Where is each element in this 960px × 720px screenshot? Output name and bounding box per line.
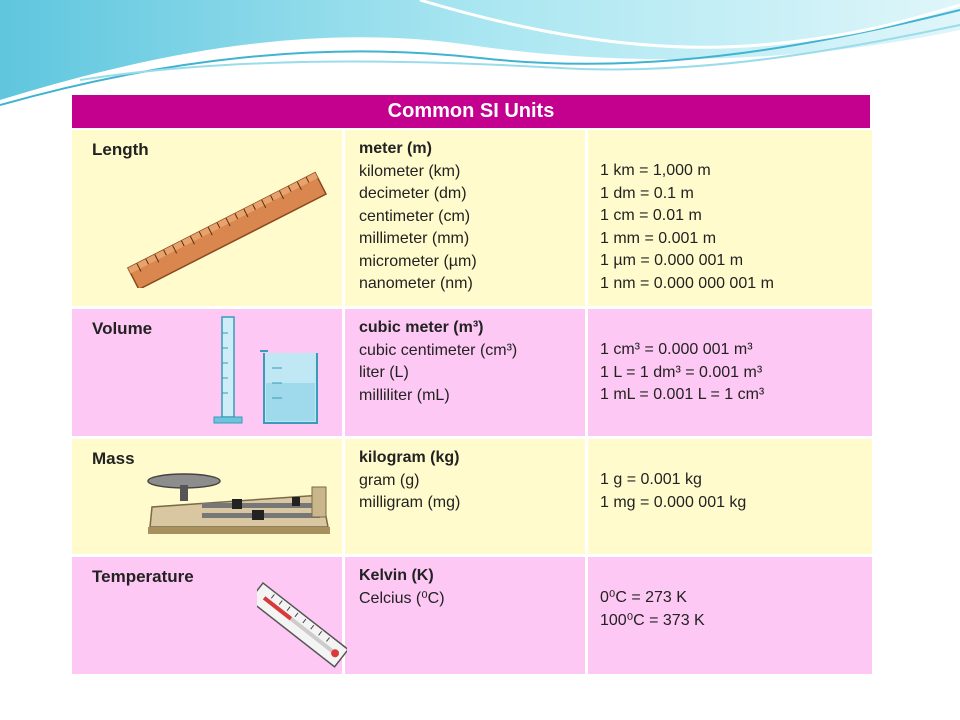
unit-item: decimeter (dm) — [359, 185, 467, 202]
unit-item: centimeter (cm) — [359, 207, 471, 225]
conversion-item: 1 mm = 0.001 m — [600, 229, 717, 247]
balance-scale-icon — [142, 467, 334, 537]
unit-item: milliliter (mL) — [359, 386, 450, 404]
conversion-cell — [588, 557, 872, 674]
conversion-item: 1 dm = 0.1 m — [600, 184, 694, 202]
conversion-item: 1 L = 1 dm³ = 0.001 m³ — [600, 363, 763, 381]
conversion-item: 0⁰C = 273 K — [600, 589, 687, 606]
unit-item: gram (g) — [359, 471, 420, 489]
table-row-length — [72, 130, 872, 306]
conversion-item: 1 nm = 0.000 000 001 m — [600, 274, 774, 292]
quantity-cell — [72, 439, 345, 554]
conversion-item: 1 mg = 0.000 001 kg — [600, 493, 747, 511]
unit-item: kilometer (km) — [359, 162, 461, 180]
conversion-item: 1 g = 0.001 kg — [600, 471, 702, 488]
quantity-label: Temperature — [92, 567, 194, 586]
quantity-cell — [72, 309, 345, 436]
conversion-item: 100⁰C = 373 K — [600, 611, 705, 629]
unit-item: micrometer (µm) — [359, 252, 477, 270]
thermometer-icon — [257, 571, 347, 671]
base-unit: kilogram (kg) — [359, 449, 460, 466]
conversion-item: 1 cm³ = 0.000 001 m³ — [600, 341, 753, 358]
table-row-volume — [72, 309, 872, 436]
units-cell — [345, 130, 588, 306]
units-cell — [345, 557, 588, 674]
conversion-cell — [588, 130, 872, 306]
quantity-label: Mass — [92, 449, 135, 468]
base-unit: cubic meter (m³) — [359, 319, 484, 336]
quantity-label: Volume — [92, 319, 153, 338]
conversion-item: 1 km = 1,000 m — [600, 162, 711, 179]
conversion-cell — [588, 439, 872, 554]
unit-item: millimeter (mm) — [359, 230, 470, 247]
table-row-temperature — [72, 557, 872, 674]
quantity-label: Length — [92, 140, 149, 159]
table-row-mass — [72, 439, 872, 554]
quantity-cell — [72, 557, 345, 674]
glassware-icon — [212, 313, 332, 431]
units-cell — [345, 439, 588, 554]
unit-item: liter (L) — [359, 364, 409, 381]
unit-item: nanometer (nm) — [359, 275, 473, 292]
ruler-icon — [120, 168, 330, 288]
base-unit: meter (m) — [359, 140, 432, 157]
conversion-item: 1 µm = 0.000 001 m — [600, 252, 744, 269]
conversion-cell — [588, 309, 872, 436]
unit-item: cubic centimeter (cm³) — [359, 341, 518, 359]
table-title: Common SI Units — [72, 95, 870, 128]
unit-item: Celcius (⁰C) — [359, 589, 445, 607]
conversion-item: 1 mL = 0.001 L = 1 cm³ — [600, 386, 765, 403]
unit-item: milligram (mg) — [359, 494, 461, 511]
quantity-cell — [72, 130, 345, 306]
base-unit: Kelvin (K) — [359, 567, 434, 584]
conversion-item: 1 cm = 0.01 m — [600, 207, 702, 224]
units-cell — [345, 309, 588, 436]
